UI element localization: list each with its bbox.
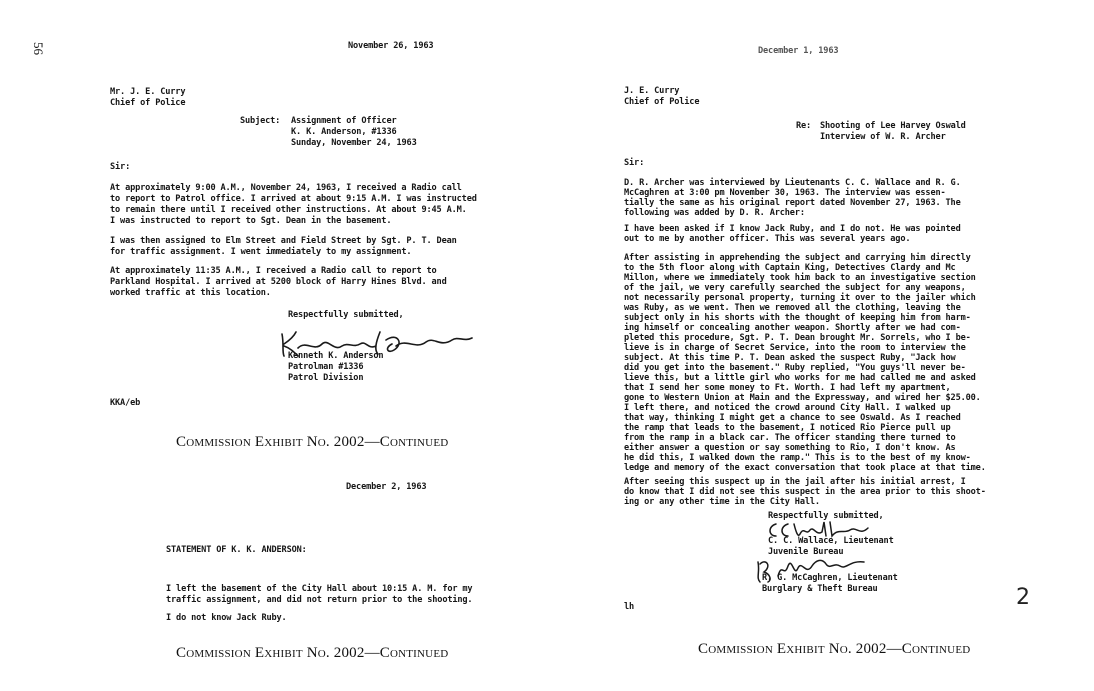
body-line: McCaghren at 3:00 pm November 30, 1963. The interview was essen- bbox=[624, 188, 946, 198]
signer-rank: Patrolman #1336 bbox=[288, 362, 364, 372]
salutation: Sir: bbox=[624, 158, 645, 168]
body-line: lieve is in charge of Secret Service, into the room to interview the bbox=[624, 343, 966, 353]
body-line: that way, thinking I might get a chance to see Oswald. As I reached bbox=[624, 413, 961, 423]
statement-title: STATEMENT OF K. K. ANDERSON: bbox=[166, 545, 307, 555]
body-line: lieve this, but a little girl who works for me had called me and asked bbox=[624, 373, 976, 383]
body-line: D. R. Archer was interviewed by Lieutenants C. C. Wallace and R. G. bbox=[624, 178, 961, 188]
addressee-name: J. E. Curry bbox=[624, 86, 680, 96]
body-line: he did this, I walked down the ramp." This is to the best of my know- bbox=[624, 453, 971, 463]
signer-bureau: Juvenile Bureau bbox=[768, 547, 844, 557]
body-line: I was then assigned to Elm Street and Field Street by Sgt. P. T. Dean bbox=[110, 236, 457, 246]
right-page bbox=[560, 0, 1094, 691]
body-line: After assisting in apprehending the subject and carrying him directly bbox=[624, 253, 971, 263]
body-line: At approximately 9:00 A.M., November 24, 1963, I received a Radio call bbox=[110, 183, 462, 193]
letter-date: December 1, 1963 bbox=[758, 46, 839, 56]
body-line: that I send her some money to Ft. Worth. I had left my apartment, bbox=[624, 383, 951, 393]
addressee-title: Chief of Police bbox=[624, 97, 700, 107]
closing: Respectfully submitted, bbox=[288, 310, 404, 320]
body-line: I have been asked if I know Jack Ruby, and I do not. He was pointed bbox=[624, 224, 961, 234]
body-line: ing or any other time in the City Hall. bbox=[624, 497, 820, 507]
body-line: for traffic assignment. I went immediately to my assignment. bbox=[110, 247, 412, 257]
typist-initials: lh bbox=[624, 602, 635, 612]
body-line: subject only in his shorts with the thought of keeping him from harm- bbox=[624, 313, 971, 323]
body-line: ing himself or concealing another weapon. Shortly after we had com- bbox=[624, 323, 961, 333]
body-line: not necessarily personal property, turning it over to the jailer which bbox=[624, 293, 976, 303]
typist-initials: KKA/eb bbox=[110, 398, 141, 408]
addressee-name: Mr. J. E. Curry bbox=[110, 87, 186, 97]
body-line: I left there, and noticed the crowd around City Hall. I walked up bbox=[624, 403, 951, 413]
body-line: Millon, where we immediately took him back to an investigative section bbox=[624, 273, 976, 283]
subject-line: K. K. Anderson, #1336 bbox=[291, 127, 397, 137]
signer-name: Kenneth K. Anderson bbox=[288, 351, 384, 361]
body-line: out to me by another officer. This was several years ago. bbox=[624, 234, 911, 244]
re-line: Interview of W. R. Archer bbox=[820, 132, 946, 142]
statement-date: December 2, 1963 bbox=[346, 482, 427, 492]
body-line: tially the same as his original report dated November 27, 1963. The bbox=[624, 198, 961, 208]
signer-name: C. C. Wallace, Lieutenant bbox=[768, 536, 894, 546]
page-number: 56 bbox=[31, 42, 46, 55]
body-line: from the ramp in a black car. The officer standing there turned to bbox=[624, 433, 956, 443]
subject-line: Sunday, November 24, 1963 bbox=[291, 138, 417, 148]
body-line: either answer a question or say something to Rio, I don't know. As bbox=[624, 443, 956, 453]
body-line: After seeing this suspect up in the jail after his initial arrest, I bbox=[624, 477, 966, 487]
body-line: I was instructed to report to Sgt. Dean in the basement. bbox=[110, 216, 392, 226]
subject-line: Assignment of Officer bbox=[291, 116, 397, 126]
exhibit-caption: Commission Exhibit No. 2002—Continued bbox=[176, 645, 449, 661]
body-line: to remain there until I received other instructions. At about 9:45 A.M. bbox=[110, 205, 467, 215]
body-line: ledge and memory of the exact conversation that took place at that time. bbox=[624, 463, 986, 473]
re-line: Shooting of Lee Harvey Oswald bbox=[820, 121, 966, 131]
subject-label: Subject: bbox=[240, 116, 281, 126]
letter-date: November 26, 1963 bbox=[348, 41, 434, 51]
body-line: to the 5th floor along with Captain King, Detectives Clardy and Mc bbox=[624, 263, 956, 273]
body-line: to report to Patrol office. I arrived at about 9:15 A.M. I was instructed bbox=[110, 194, 477, 204]
signer-name: R. G. McCaghren, Lieutenant bbox=[762, 573, 898, 583]
body-line: At approximately 11:35 A.M., I received a Radio call to report to bbox=[110, 266, 437, 276]
body-line: did you get into the basement." Ruby replied, "You guys'll never be- bbox=[624, 363, 966, 373]
statement-line: traffic assignment, and did not return prior to the shooting. bbox=[166, 595, 473, 605]
body-line: following was added by D. R. Archer: bbox=[624, 208, 805, 218]
signer-division: Patrol Division bbox=[288, 373, 364, 383]
addressee-title: Chief of Police bbox=[110, 98, 186, 108]
body-line: worked traffic at this location. bbox=[110, 288, 271, 298]
body-line: of the jail, we very carefully searched the subject for any weapons, bbox=[624, 283, 966, 293]
body-line: pleted this procedure, Sgt. P. T. Dean brought Mr. Sorrels, who I be- bbox=[624, 333, 971, 343]
exhibit-caption: Commission Exhibit No. 2002—Continued bbox=[698, 641, 971, 657]
statement-line: I do not know Jack Ruby. bbox=[166, 613, 287, 623]
handwritten-margin-mark: 2 bbox=[1016, 585, 1030, 610]
signer-bureau: Burglary & Theft Bureau bbox=[762, 584, 878, 594]
body-line: the ramp that leads to the basement, I noticed Rio Pierce pull up bbox=[624, 423, 951, 433]
body-line: subject. At this time P. T. Dean asked the suspect Ruby, "Jack how bbox=[624, 353, 956, 363]
body-line: Parkland Hospital. I arrived at 5200 block of Harry Hines Blvd. and bbox=[110, 277, 447, 287]
statement-line: I left the basement of the City Hall about 10:15 A. M. for my bbox=[166, 584, 473, 594]
body-line: was Ruby, as we went. Then we removed all the clothing, leaving the bbox=[624, 303, 961, 313]
closing: Respectfully submitted, bbox=[768, 511, 884, 521]
salutation: Sir: bbox=[110, 162, 131, 172]
body-line: gone to Western Union at Main and the Expressway, and wired her $25.00. bbox=[624, 393, 981, 403]
body-line: do know that I did not see this suspect in the area prior to this shoot- bbox=[624, 487, 986, 497]
exhibit-caption: Commission Exhibit No. 2002—Continued bbox=[176, 434, 449, 450]
re-label: Re: bbox=[796, 121, 812, 131]
